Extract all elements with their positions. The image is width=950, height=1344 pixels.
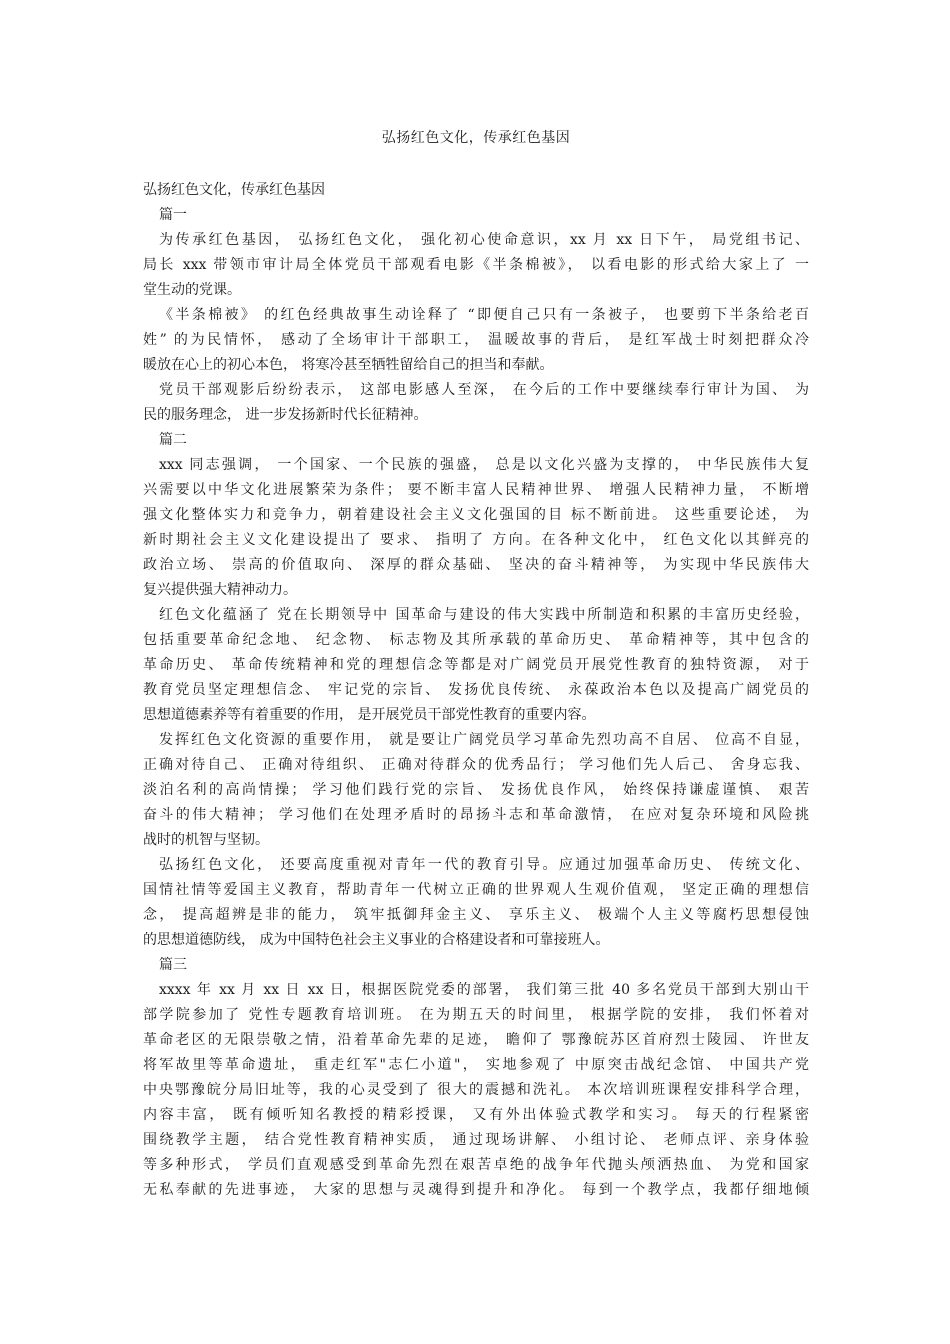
text-line: 暖放在心上的初心本色， 将寒冷甚至牺牲留给自己的担当和奉献。 [143,357,554,373]
text-line: 淡泊名利的高尚情操； 学习他们践行党的宗旨、 发扬优良作风， 始终保持谦虚谨慎、 艰苦 [143,782,809,798]
document-body [143,178,809,1203]
text-line: 弘扬红色文化， 还要高度重视对青年一代的教育引导。应通过加强革命历史、 传统文化、 [159,857,809,873]
text-line: 红色文化蕴涵了 党在长期领导中 国革命与建设的伟大实践中所制造和积累的丰富历史经验， [159,607,809,623]
text-line: 篇二 [159,432,187,448]
text-line: 篇三 [159,957,187,973]
text-line: 等多种形式， 学员们直观感受到革命先烈在艰苦卓绝的战争年代抛头颅洒热血、 为党和国家 [143,1157,809,1173]
document-title: 弘扬红色文化，传承红色基因 [381,130,571,146]
text-line: 的思想道德防线， 成为中国特色社会主义事业的合格建设者和可靠接班人。 [143,932,610,948]
text-line: 念， 提高超辨是非的能力， 筑牢抵御拜金主义、 享乐主义、 极端个人主义等腐朽思想侵蚀 [143,907,809,923]
text-line: 为传承红色基因， 弘扬红色文化， 强化初心使命意识，xx 月 xx 日下午， 局党组书记、 [159,232,809,248]
text-line: 奋斗的伟大精神； 学习他们在处理矛盾时的昂扬斗志和革命激情， 在应对复杂环境和风险挑 [143,807,809,823]
text-line: 政治立场、 崇高的价值取向、 深厚的群众基础、 坚决的奋斗精神等， 为实现中华民族伟大 [143,557,809,573]
text-line: 复兴提供强大精神动力。 [143,582,297,598]
text-line: xxxx 年 xx 月 xx 日 xx 日，根据医院党委的部署， 我们第三批 40 多名党员干部到大别山干 [159,982,809,998]
text-line: xxx 同志强调， 一个国家、一个民族的强盛， 总是以文化兴盛为支撑的， 中华民族伟大复 [159,457,809,473]
text-line: 将军故里等革命遗址， 重走红军"志仁小道"， 实地参观了 中原突击战纪念馆、 中国共产党 [143,1057,809,1073]
text-line: 思想道德素养等有着重要的作用， 是开展党员干部党性教育的重要内容。 [143,707,596,723]
text-line: 姓” 的为民情怀， 感动了全场审计干部职工， 温暖故事的背后， 是红军战士时刻把群众冷 [143,332,809,348]
text-line: 强文化整体实力和竞争力，朝着建设社会主义文化强国的目 标不断前进。 这些重要论述， 为 [143,507,809,523]
text-line: 正确对待自己、 正确对待组织、 正确对待群众的优秀品行； 学习他们先人后己、 舍身忘我、 [143,757,809,773]
text-line: 无私奉献的先进事迹， 大家的思想与灵魂得到提升和净化。 每到一个教学点，我都仔细地倾 [143,1182,809,1198]
text-line: 堂生动的党课。 [143,282,241,298]
text-line: 革命老区的无限崇敬之情，沿着革命先辈的足迹， 瞻仰了 鄂豫皖苏区首府烈士陵园、 许世友 [143,1032,809,1048]
text-line: 《半条棉被》 的红色经典故事生动诠释了 “即便自己只有一条被子， 也要剪下半条给老百 [159,307,809,323]
text-line: 部学院参加了 党性专题教育培训班。 在为期五天的时间里， 根据学院的安排， 我们怀着对 [143,1007,809,1023]
text-line: 兴需要以中华文化进展繁荣为条件； 要不断丰富人民精神世界、 增强人民精神力量， 不断增 [143,482,809,498]
text-line: 内容丰富， 既有倾听知名教授的精彩授课， 又有外出体验式教学和实习。 每天的行程紧密 [143,1107,809,1123]
text-line: 围绕教学主题， 结合党性教育精神实质， 通过现场讲解、 小组讨论、 老师点评、亲身体验 [143,1132,809,1148]
text-line: 党员干部观影后纷纷表示， 这部电影感人至深， 在今后的工作中要继续奉行审计为国、 为 [159,382,809,398]
text-line: 革命历史、 革命传统精神和党的理想信念等都是对广阔党员开展党性教育的独特资源， 对于 [143,657,809,673]
text-line: 民的服务理念， 进一步发扬新时代长征精神。 [143,407,428,423]
text-line: 发挥红色文化资源的重要作用， 就是要让广阔党员学习革命先烈功高不自居、 位高不自显， [159,732,809,748]
text-line: 弘扬红色文化，传承红色基因 [143,182,325,198]
text-line: 战时的机智与坚韧。 [143,832,269,848]
text-line: 新时期社会主义文化建设提出了 要求、 指明了 方向。在各种文化中， 红色文化以其鲜亮的 [143,532,809,548]
text-line: 篇一 [159,207,187,223]
text-line: 局长 xxx 带领市审计局全体党员干部观看电影《半条棉被》， 以看电影的形式给大家上了 一 [143,257,809,273]
text-line: 国情社情等爱国主义教育，帮助青年一代树立正确的世界观人生观价值观， 坚定正确的理想信 [143,882,809,898]
text-line: 包括重要革命纪念地、 纪念物、 标志物及其所承载的革命历史、 革命精神等，其中包含的 [143,632,809,648]
text-line: 中央鄂豫皖分局旧址等，我的心灵受到了 很大的震撼和洗礼。 本次培训班课程安排科学合理， [143,1082,809,1098]
text-line: 教育党员坚定理想信念、 牢记党的宗旨、 发扬优良传统、 永葆政治本色以及提高广阔党员的 [143,682,809,698]
